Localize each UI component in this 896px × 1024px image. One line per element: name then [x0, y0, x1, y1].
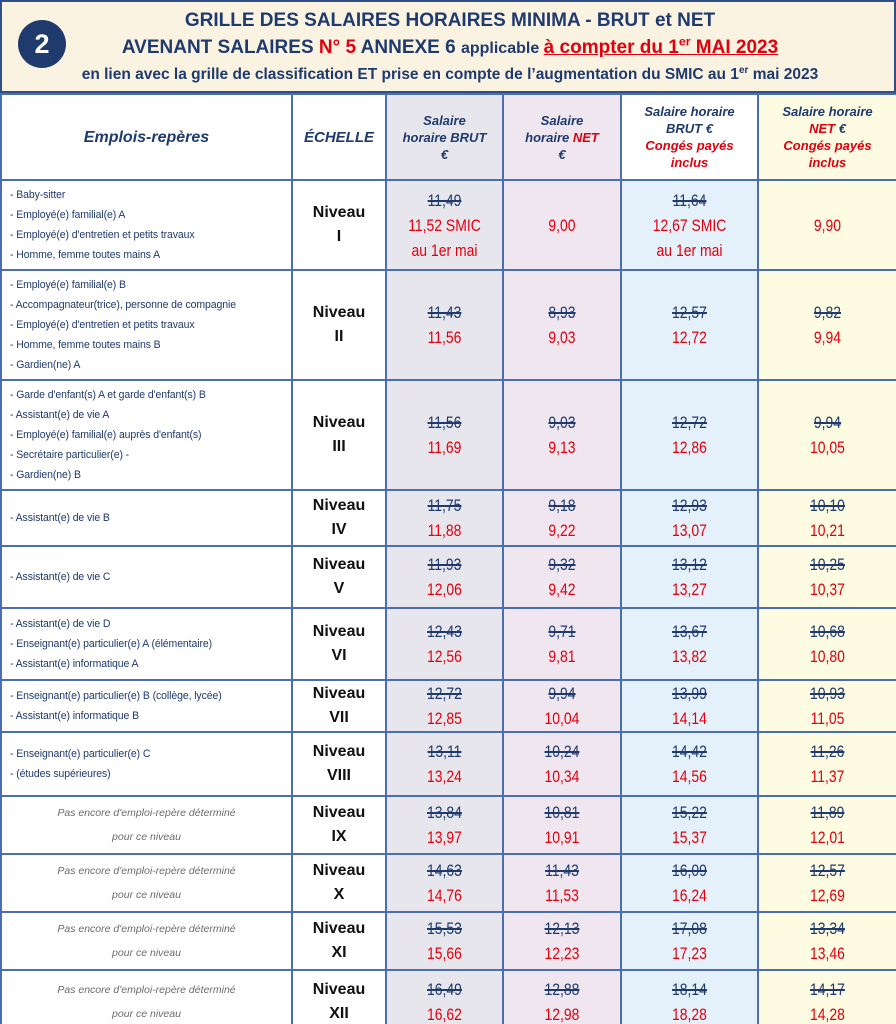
net-cp-value-cell	[758, 796, 896, 854]
brut-cp-value-cell	[621, 490, 758, 546]
table-row	[1, 912, 896, 970]
emplois-cell	[1, 854, 292, 912]
brut-cp-value-cell	[621, 854, 758, 912]
niveau-label: Niveau	[312, 204, 366, 221]
no-job-note-line: Pas encore d'emploi-repère déterminé	[57, 865, 236, 877]
niveau-label: Niveau	[312, 304, 366, 321]
job-list	[2, 682, 291, 730]
net-value-cell	[503, 270, 621, 380]
niveau-label: Niveau	[312, 804, 366, 821]
brut-value-cell	[386, 796, 503, 854]
echelle-cell	[292, 608, 386, 680]
job-item: - Assistant(e) informatique A	[10, 654, 291, 675]
old-value: 14,42	[672, 742, 707, 761]
no-job-note	[2, 859, 291, 907]
niveau-number: V	[333, 580, 345, 597]
emplois-cell	[1, 732, 292, 796]
new-value: 9,13	[548, 438, 576, 457]
new-value: 10,37	[810, 580, 845, 599]
job-item: - Baby-sitter	[10, 185, 291, 206]
niveau-number: VI	[331, 647, 347, 664]
old-value: 12,88	[544, 980, 580, 999]
new-value: 12,06	[427, 580, 462, 599]
job-list	[2, 610, 291, 678]
brut-cp-value-cell	[621, 546, 758, 608]
net-cp-value-cell	[758, 680, 896, 732]
niveau-number: IV	[331, 521, 347, 538]
old-value: 11,56	[427, 413, 462, 432]
net-cp-value-cell	[758, 180, 896, 270]
col-header-brut-cp: Salaire horaire BRUT € Congés payés inclus	[621, 94, 758, 180]
new-value: 10,05	[810, 438, 845, 457]
new-value: 13,46	[810, 944, 845, 963]
emplois-cell	[1, 796, 292, 854]
new-value: 14,76	[427, 886, 462, 905]
old-value: 11,64	[672, 190, 707, 210]
new-value: 14,28	[810, 1005, 845, 1024]
new-value: 11,05	[810, 709, 845, 728]
brut-cp-value-cell	[621, 180, 758, 270]
col-header-brut: Salaire horaire BRUT €	[386, 94, 503, 180]
net-value-cell	[503, 854, 621, 912]
emplois-cell	[1, 608, 292, 680]
old-value: 9,82	[813, 303, 842, 322]
new-value: 9,22	[548, 521, 576, 540]
job-item: - Homme, femme toutes mains B	[10, 335, 291, 356]
new-value: 12,98	[544, 1005, 580, 1024]
job-item: - Enseignant(e) particulier(e) B (collège, lycée)	[10, 686, 291, 707]
niveau-label: Niveau	[312, 920, 366, 937]
new-value: 11,88	[427, 521, 462, 540]
old-value: 12,43	[427, 622, 462, 641]
brut-value-cell	[386, 732, 503, 796]
niveau-number: XI	[331, 944, 347, 961]
table-row	[1, 854, 896, 912]
no-job-note-line: pour ce niveau	[112, 889, 181, 901]
new-value: 13,27	[672, 580, 707, 599]
old-value: 11,43	[427, 303, 462, 322]
new-value: 11,69	[427, 438, 462, 457]
niveau-number: II	[334, 328, 344, 345]
net-value-cell	[503, 732, 621, 796]
smic-note: au 1er mai	[656, 240, 723, 260]
new-value: 16,24	[672, 886, 707, 905]
niveau-number: IX	[331, 828, 347, 845]
job-item: - Assistant(e) de vie C	[10, 567, 291, 588]
brut-value-cell	[386, 854, 503, 912]
emplois-cell	[1, 180, 292, 270]
brut-value-cell	[386, 180, 503, 270]
new-value: 15,66	[427, 944, 462, 963]
section-number-badge: 2	[18, 20, 66, 68]
old-value: 16,49	[427, 980, 462, 999]
old-value: 12,72	[427, 684, 462, 703]
new-value: 11,56	[427, 328, 462, 347]
old-value: 10,81	[544, 803, 580, 822]
net-value-cell	[503, 490, 621, 546]
net-cp-value-cell	[758, 490, 896, 546]
job-item: - Enseignant(e) particulier(e) C	[10, 744, 291, 765]
brut-value-cell	[386, 608, 503, 680]
table-row	[1, 608, 896, 680]
niveau-label: Niveau	[312, 556, 366, 573]
brut-cp-value-cell	[621, 796, 758, 854]
new-value: 9,90	[813, 215, 842, 235]
job-item: - Accompagnateur(trice), personne de compagnie	[10, 295, 291, 316]
niveau-label: Niveau	[312, 981, 366, 998]
old-value: 16,09	[672, 861, 707, 880]
old-value: 11,93	[427, 555, 462, 574]
no-job-note-line: pour ce niveau	[112, 947, 181, 959]
brut-cp-value-cell	[621, 912, 758, 970]
job-item: - Employé(e) d'entretien et petits travaux	[10, 315, 291, 336]
new-value: 9,03	[548, 328, 576, 347]
new-value: 13,24	[427, 767, 462, 786]
new-value: 16,62	[427, 1005, 462, 1024]
no-job-note	[2, 801, 291, 849]
old-value: 14,17	[810, 980, 845, 999]
old-value: 9,32	[548, 555, 576, 574]
job-item: - Secrétaire particulier(e) -	[10, 445, 291, 466]
new-value: 9,81	[548, 647, 576, 666]
new-value: 12,23	[544, 944, 580, 963]
old-value: 10,68	[810, 622, 845, 641]
job-item: - Gardien(ne) A	[10, 355, 291, 376]
table-row	[1, 680, 896, 732]
job-list	[2, 181, 291, 269]
title-line-2: AVENANT SALAIRES N° 5 ANNEXE 6 applicable à compter du 1er MAI 2023	[121, 34, 779, 58]
job-item: - Assistant(e) informatique B	[10, 706, 291, 727]
old-value: 9,18	[548, 496, 576, 515]
old-value: 10,93	[810, 684, 845, 703]
echelle-cell	[292, 380, 386, 490]
old-value: 10,10	[810, 496, 845, 515]
new-value: 17,23	[672, 944, 707, 963]
new-value: 10,34	[544, 767, 580, 786]
echelle-cell	[292, 970, 386, 1024]
old-value: 13,99	[672, 684, 707, 703]
new-value: 10,80	[810, 647, 845, 666]
niveau-label: Niveau	[312, 743, 366, 760]
old-value: 12,57	[810, 861, 845, 880]
brut-cp-value-cell	[621, 608, 758, 680]
old-value: 13,84	[427, 803, 462, 822]
echelle-cell	[292, 490, 386, 546]
brut-cp-value-cell	[621, 680, 758, 732]
net-value-cell	[503, 796, 621, 854]
brut-value-cell	[386, 270, 503, 380]
new-value: 14,14	[672, 709, 707, 728]
emplois-cell	[1, 270, 292, 380]
net-value-cell	[503, 380, 621, 490]
old-value: 15,22	[672, 803, 707, 822]
net-value-cell	[503, 912, 621, 970]
old-value: 10,24	[544, 742, 580, 761]
old-value: 11,49	[427, 190, 462, 210]
job-item: - Assistant(e) de vie B	[10, 508, 291, 529]
old-value: 12,93	[672, 496, 707, 515]
job-item: - Gardien(ne) B	[10, 465, 291, 486]
new-value: 10,21	[810, 521, 845, 540]
table-row	[1, 546, 896, 608]
no-job-note-line: pour ce niveau	[112, 831, 181, 843]
no-job-note-line: Pas encore d'emploi-repère déterminé	[57, 923, 236, 935]
echelle-cell	[292, 270, 386, 380]
table-row	[1, 490, 896, 546]
brut-value-cell	[386, 680, 503, 732]
new-value: 13,82	[672, 647, 707, 666]
brut-value-cell	[386, 546, 503, 608]
old-value: 12,72	[672, 413, 707, 432]
new-value: 12,85	[427, 709, 462, 728]
brut-value-cell	[386, 970, 503, 1024]
new-value: 12,67 SMIC	[652, 215, 727, 235]
niveau-label: Niveau	[312, 497, 366, 514]
job-list	[2, 740, 291, 788]
new-value: 9,00	[548, 215, 576, 235]
job-item: - Enseignant(e) particulier(e) A (élémentaire)	[10, 634, 291, 655]
title-line-1: GRILLE DES SALAIRES HORAIRES MINIMA - BRUT et NET	[184, 10, 716, 31]
new-value: 18,28	[672, 1005, 707, 1024]
echelle-cell	[292, 180, 386, 270]
niveau-number: XII	[329, 1005, 349, 1022]
niveau-label: Niveau	[312, 862, 366, 879]
new-value: 11,52 SMIC	[408, 215, 481, 235]
table-row	[1, 970, 896, 1024]
net-cp-value-cell	[758, 854, 896, 912]
niveau-number: VII	[329, 709, 349, 726]
net-cp-value-cell	[758, 270, 896, 380]
emplois-cell	[1, 490, 292, 546]
col-header-net-cp: Salaire horaire NET € Congés payés inclus	[758, 94, 896, 180]
net-value-cell	[503, 608, 621, 680]
old-value: 13,12	[672, 555, 707, 574]
table-header-row	[1, 94, 896, 180]
niveau-number: I	[336, 228, 342, 245]
echelle-cell	[292, 546, 386, 608]
echelle-cell	[292, 912, 386, 970]
table-row	[1, 380, 896, 490]
new-value: 12,86	[672, 438, 707, 457]
job-item: - Employé(e) familial(e) auprès d'enfant(s)	[10, 425, 291, 446]
new-value: 13,07	[672, 521, 707, 540]
net-cp-value-cell	[758, 380, 896, 490]
table-row	[1, 732, 896, 796]
no-job-note	[2, 978, 291, 1024]
niveau-label: Niveau	[312, 623, 366, 640]
title-line-3: en lien avec la grille de classification ET prise en compte de l’augmentation du SMIC au 1er mai 2023	[81, 64, 819, 83]
new-value: 11,53	[545, 886, 579, 905]
no-job-note-line: pour ce niveau	[112, 1008, 181, 1020]
brut-cp-value-cell	[621, 732, 758, 796]
table-row	[1, 180, 896, 270]
new-value: 9,94	[813, 328, 842, 347]
emplois-cell	[1, 912, 292, 970]
echelle-cell	[292, 732, 386, 796]
niveau-number: III	[332, 438, 346, 455]
new-value: 10,04	[544, 709, 580, 728]
job-item: - Assistant(e) de vie A	[10, 405, 291, 426]
job-item: - Employé(e) familial(e) A	[10, 205, 291, 226]
new-value: 9,42	[548, 580, 576, 599]
old-value: 11,89	[810, 803, 845, 822]
new-value: 12,01	[810, 828, 845, 847]
old-value: 9,03	[548, 413, 576, 432]
salary-grid-table	[0, 93, 896, 1024]
col-header-echelle: ÉCHELLE	[292, 94, 386, 180]
old-value: 18,14	[672, 980, 707, 999]
no-job-note	[2, 917, 291, 965]
job-item: - Employé(e) d'entretien et petits travaux	[10, 225, 291, 246]
net-cp-value-cell	[758, 970, 896, 1024]
job-item: - (études supérieures)	[10, 764, 291, 785]
table-row	[1, 270, 896, 380]
net-value-cell	[503, 970, 621, 1024]
brut-value-cell	[386, 490, 503, 546]
col-header-net: Salaire horaire NET €	[503, 94, 621, 180]
job-item: - Homme, femme toutes mains A	[10, 245, 291, 266]
old-value: 12,13	[544, 919, 580, 938]
new-value: 12,72	[672, 328, 707, 347]
net-cp-value-cell	[758, 732, 896, 796]
job-item: - Assistant(e) de vie D	[10, 614, 291, 635]
emplois-cell	[1, 546, 292, 608]
brut-cp-value-cell	[621, 270, 758, 380]
old-value: 9,71	[548, 622, 576, 641]
old-value: 13,67	[672, 622, 707, 641]
old-value: 8,93	[548, 303, 576, 322]
old-value: 14,63	[427, 861, 462, 880]
no-job-note-line: Pas encore d'emploi-repère déterminé	[57, 807, 236, 819]
old-value: 11,43	[545, 861, 579, 880]
new-value: 10,91	[544, 828, 580, 847]
net-cp-value-cell	[758, 608, 896, 680]
page-header	[0, 0, 896, 93]
old-value: 11,75	[427, 496, 462, 515]
brut-cp-value-cell	[621, 380, 758, 490]
echelle-cell	[292, 854, 386, 912]
net-value-cell	[503, 180, 621, 270]
niveau-label: Niveau	[312, 685, 366, 702]
job-item: - Garde d'enfant(s) A et garde d'enfant(s) B	[10, 385, 291, 406]
brut-value-cell	[386, 380, 503, 490]
old-value: 11,26	[810, 742, 845, 761]
job-item: - Employé(e) familial(e) B	[10, 275, 291, 296]
old-value: 17,08	[672, 919, 707, 938]
brut-cp-value-cell	[621, 970, 758, 1024]
emplois-cell	[1, 380, 292, 490]
new-value: 12,69	[810, 886, 845, 905]
job-list	[2, 271, 291, 379]
niveau-number: X	[333, 886, 345, 903]
old-value: 9,94	[548, 684, 576, 703]
old-value: 12,57	[672, 303, 707, 322]
table-row	[1, 796, 896, 854]
old-value: 13,34	[810, 919, 845, 938]
job-list	[2, 381, 291, 489]
new-value: 12,56	[427, 647, 462, 666]
emplois-cell	[1, 970, 292, 1024]
new-value: 11,37	[810, 767, 845, 786]
new-value: 15,37	[672, 828, 707, 847]
old-value: 15,53	[427, 919, 462, 938]
new-value: 13,97	[427, 828, 462, 847]
job-list	[2, 563, 291, 591]
niveau-number: VIII	[326, 767, 351, 784]
new-value: 14,56	[672, 767, 707, 786]
echelle-cell	[292, 680, 386, 732]
emplois-cell	[1, 680, 292, 732]
job-list	[2, 504, 291, 532]
echelle-cell	[292, 796, 386, 854]
no-job-note-line: Pas encore d'emploi-repère déterminé	[57, 984, 236, 996]
net-cp-value-cell	[758, 546, 896, 608]
niveau-label: Niveau	[312, 414, 366, 431]
net-value-cell	[503, 546, 621, 608]
net-value-cell	[503, 680, 621, 732]
brut-value-cell	[386, 912, 503, 970]
smic-note: au 1er mai	[411, 240, 478, 260]
col-header-emplois: Emplois-repères	[1, 94, 292, 180]
old-value: 9,94	[813, 413, 842, 432]
net-cp-value-cell	[758, 912, 896, 970]
old-value: 13,11	[427, 742, 462, 761]
old-value: 10,25	[810, 555, 845, 574]
